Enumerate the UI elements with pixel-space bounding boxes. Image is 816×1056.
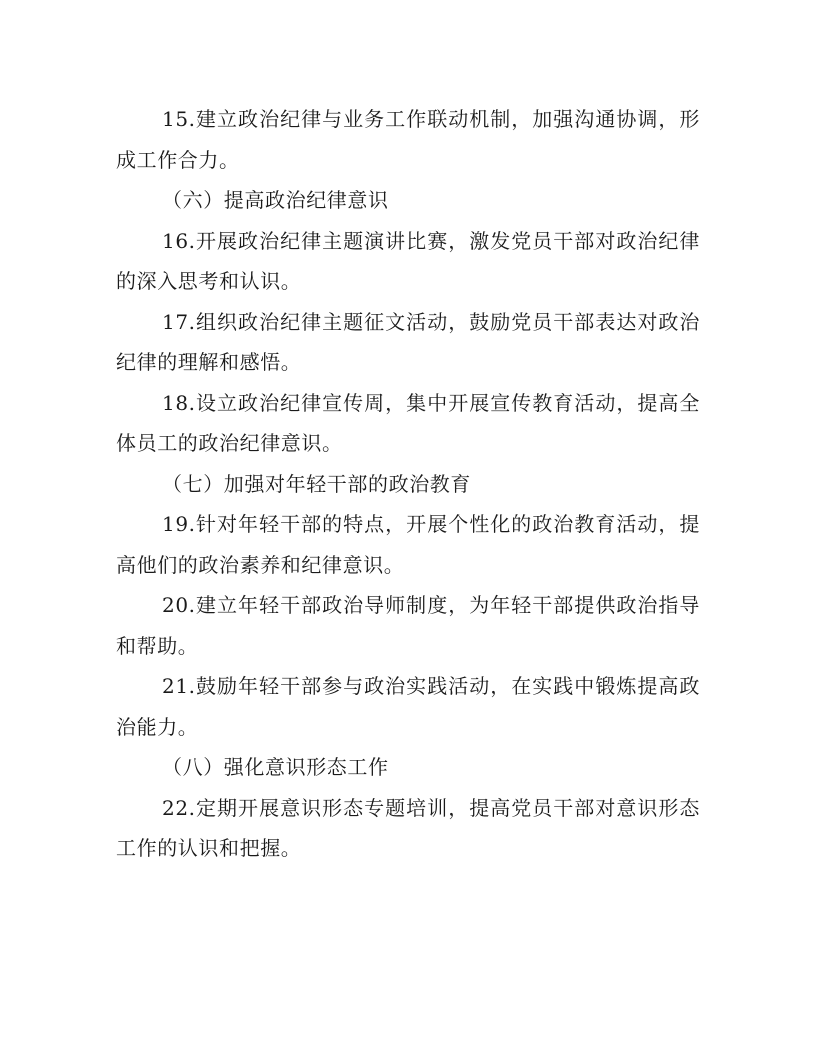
paragraph-16: 16.开展政治纪律主题演讲比赛，激发党员干部对政治纪律的深入思考和认识。 bbox=[116, 228, 700, 293]
paragraph-21: 21.鼓励年轻干部参与政治实践活动，在实践中锻炼提高政治能力。 bbox=[116, 674, 700, 739]
section-heading-6: （六）提高政治纪律意识 bbox=[162, 188, 389, 212]
paragraph-22: 22.定期开展意识形态专题培训，提高党员干部对意识形态工作的认识和把握。 bbox=[116, 795, 700, 860]
paragraph-15: 15.建立政治纪律与业务工作联动机制，加强沟通协调，形成工作合力。 bbox=[116, 107, 700, 172]
document-body bbox=[116, 99, 700, 869]
paragraph-18: 18.设立政治纪律宣传周，集中开展宣传教育活动，提高全体员工的政治纪律意识。 bbox=[116, 390, 700, 455]
section-heading-7: （七）加强对年轻干部的政治教育 bbox=[162, 471, 471, 496]
section-heading-8: （八）强化意识形态工作 bbox=[162, 755, 389, 779]
paragraph-20: 20.建立年轻干部政治导师制度，为年轻干部提供政治指导和帮助。 bbox=[116, 593, 700, 658]
paragraph-17: 17.组织政治纪律主题征文活动，鼓励党员干部表达对政治纪律的理解和感悟。 bbox=[116, 309, 700, 374]
paragraph-19: 19.针对年轻干部的特点，开展个性化的政治教育活动，提高他们的政治素养和纪律意识。 bbox=[116, 512, 700, 577]
